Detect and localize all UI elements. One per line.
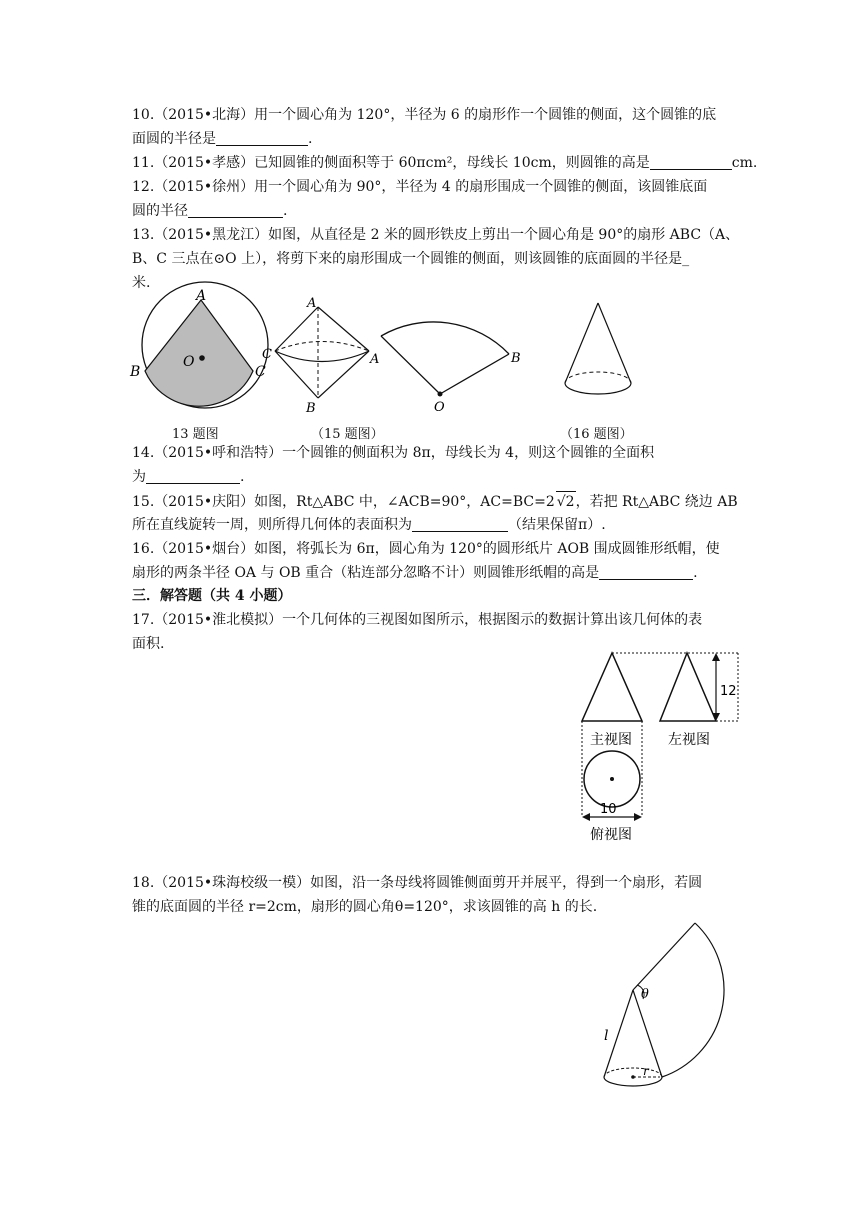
caption-fig13: 13 题图 [172, 427, 219, 442]
fig15-label-c: C [262, 347, 272, 362]
q10-line1: 10.（2015•北海）用一个圆心角为 120°，半径为 6 的扇形作一个圆锥的侧面，这个圆锥的底 [132, 107, 717, 123]
answer-blank[interactable] [650, 155, 732, 170]
q18-line2: 锥的底面圆的半径 r=2cm，扇形的圆心角θ=120°，求该圆锥的高 h 的长. [132, 899, 598, 915]
q17-line2: 面积. [132, 636, 165, 652]
fig15-label-a: A [307, 296, 317, 311]
fig-cone [565, 303, 631, 394]
fig16-sector [381, 322, 521, 415]
q16-line2: 扇形的两条半径 OA 与 OB 重合（粘连部分忽略不计）则圆锥形纸帽的高是 . [132, 565, 698, 581]
q18-line1: 18.（2015•珠海校级一模）如图，沿一条母线将圆锥侧面剪开并展平，得到一个扇形，若圆 [132, 875, 703, 891]
fig13-label-o: O [183, 354, 195, 370]
q13-line2: B、C 三点在⊙O 上），将剪下来的扇形围成一个圆锥的侧面，则该圆锥的底面圆的半径是_ [132, 251, 690, 267]
fig17-three-views [570, 645, 740, 845]
fig17-width-label: 10 [600, 802, 617, 817]
q13-line3: 米. [132, 275, 151, 291]
q15-line2: 所在直线旋转一周，则所得几何体的表面积为 （结果保留π）. [132, 517, 606, 533]
answer-blank[interactable] [599, 565, 693, 580]
answer-blank[interactable] [216, 131, 308, 146]
fig15-double-cone [262, 296, 379, 416]
fig13-label-b: B [130, 364, 141, 380]
q11-line1: 11.（2015•孝感）已知圆锥的侧面积等于 60πcm²，母线长 10cm，则圆锥的高是 cm. [132, 155, 758, 171]
caption-fig15: （15 题图） [311, 427, 384, 442]
fig17-height-label: 12 [720, 684, 737, 699]
caption-fig16: （16 题图） [560, 427, 633, 442]
q15-line1: 15.（2015•庆阳）如图，Rt△ABC 中，∠ACB=90°，AC=BC=2 √2，若把 Rt△ABC 绕边 AB [132, 491, 738, 512]
q16-line1: 16.（2015•烟台）如图，将弧长为 6π，圆心角为 120°的圆形纸片 AOB 围成圆锥形纸帽，使 [132, 541, 720, 557]
fig17-top-label: 俯视图 [590, 827, 632, 843]
fig18-cone-unrolled [590, 915, 750, 1100]
fig13-label-a: A [196, 288, 207, 304]
q13-line1: 13.（2015•黑龙江）如图，从直径是 2 米的圆形铁皮上剪出一个圆心角是 90°的扇形 ABC（A、 [132, 227, 740, 243]
sqrt-radicand: √2 [556, 491, 576, 512]
answer-blank[interactable] [146, 469, 240, 484]
fig15-label-b: B [306, 401, 316, 416]
q12-line1: 12.（2015•徐州）用一个圆心角为 90°，半径为 4 的扇形围成一个圆锥的侧面，该圆锥底面 [132, 179, 708, 195]
answer-blank[interactable] [188, 203, 283, 218]
fig17-front-label: 主视图 [590, 732, 632, 748]
fig16-label-b: B [511, 351, 521, 366]
section-heading: 三．解答题（共 4 小题） [132, 588, 292, 604]
fig18-l-label: l [604, 1028, 609, 1044]
fig18-theta-label: θ [641, 987, 649, 1002]
q17-line1: 17.（2015•淮北模拟）一个几何体的三视图如图所示，根据图示的数据计算出该几何体的表 [132, 612, 703, 628]
fig17-left-label: 左视图 [668, 732, 710, 748]
fig13-circle-sector [129, 282, 268, 408]
fig15-label-a2: A [370, 352, 380, 367]
q14-line1: 14.（2015•呼和浩特）一个圆锥的侧面积为 8π，母线长为 4，则这个圆锥的全面积 [132, 445, 655, 461]
answer-blank[interactable] [412, 517, 508, 532]
figures-row [0, 280, 860, 420]
fig16-label-o: O [434, 400, 445, 415]
q10-line2: 面圆的半径是 . [132, 131, 313, 147]
q12-line2: 圆的半径 . [132, 203, 288, 219]
fig13-label-c: C [255, 364, 266, 380]
fig18-r-label: r [643, 1064, 649, 1078]
q14-line2: 为 . [132, 469, 245, 485]
